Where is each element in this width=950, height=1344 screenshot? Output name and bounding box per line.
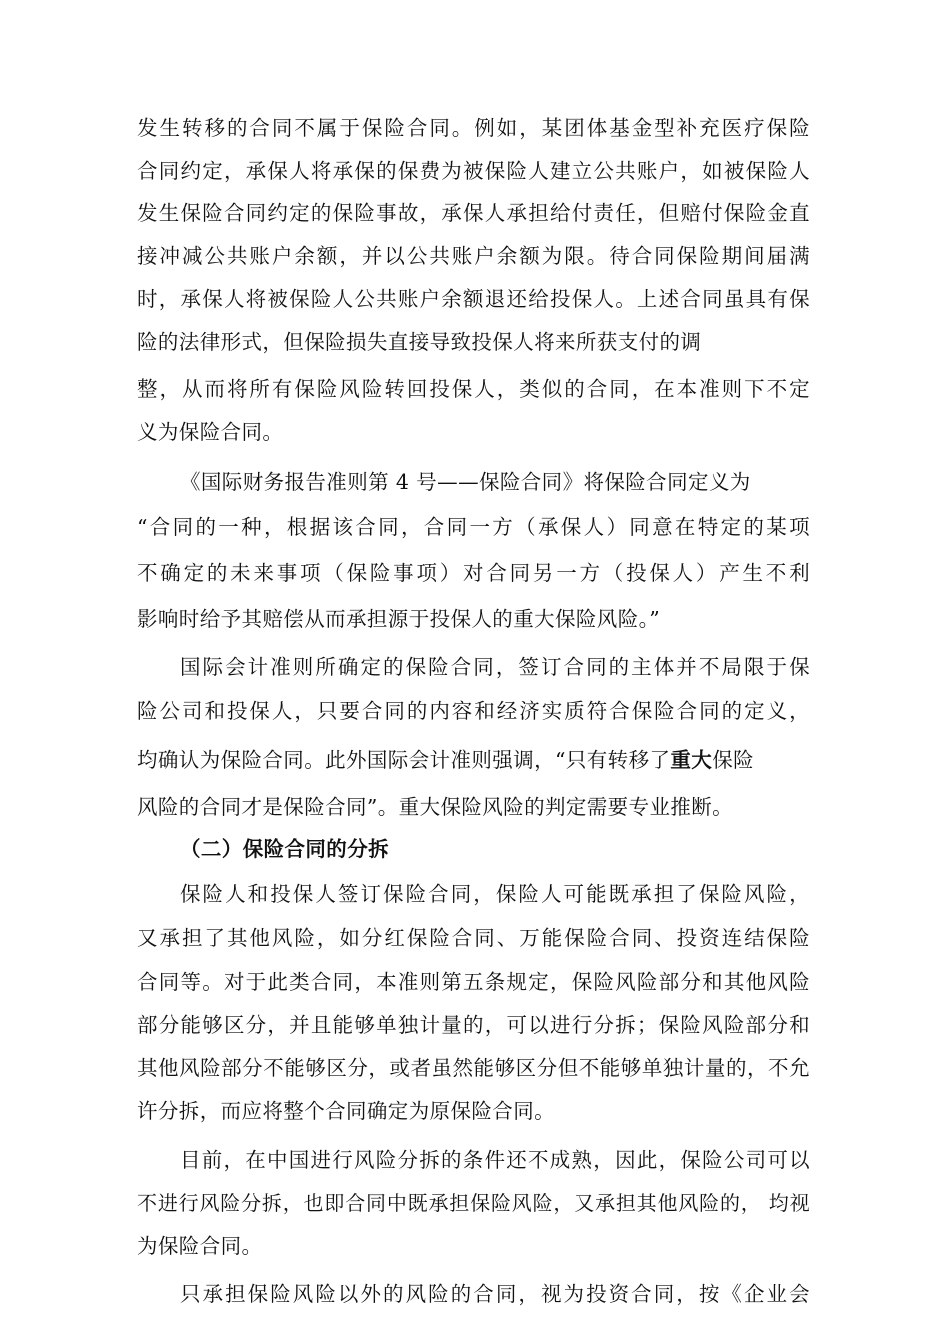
paragraph-3-line-3 bbox=[137, 745, 754, 775]
paragraph-1-line-3: 发生保险合同约定的保险事故，承保人承担给付责任，但赔付保险金直 bbox=[137, 201, 810, 225]
paragraph-3-line-1: 国际会计准则所确定的保险合同，签订合同的主体并不局限于保 bbox=[180, 655, 810, 679]
paragraph-1-line-7: 整，从而将所有保险风险转回投保人，类似的合同，在本准则下不定 bbox=[137, 377, 810, 401]
emphasis-major: 重大 bbox=[670, 748, 713, 772]
paragraph-2-line-4: 影响时给予其赔偿从而承担源于投保人的重大保险风险。” bbox=[137, 607, 661, 631]
paragraph-1-line-6: 险的法律形式，但保险损失直接导致投保人将来所获支付的调 bbox=[137, 330, 702, 354]
paragraph-1-line-5: 时，承保人将被保险人公共账户余额退还给投保人。上述合同虽具有保 bbox=[137, 287, 810, 311]
paragraph-5-line-3: 为保险合同。 bbox=[137, 1234, 263, 1258]
paragraph-2-line-1: 《国际财务报告准则第 4 号——保险合同》将保险合同定义为 bbox=[180, 470, 751, 494]
paragraph-4-line-3: 合同等。对于此类合同，本准则第五条规定，保险风险部分和其他风险 bbox=[137, 970, 810, 994]
paragraph-2-line-3: 不确定的未来事项（保险事项）对合同另一方（投保人）产生不利 bbox=[137, 561, 810, 585]
paragraph-1-line-4: 接冲减公共账户余额，并以公共账户余额为限。待合同保险期间届满 bbox=[137, 244, 810, 268]
paragraph-5-line-1: 目前，在中国进行风险分拆的条件还不成熟，因此，保险公司可以 bbox=[180, 1148, 810, 1172]
section-heading: （二）保险合同的分拆 bbox=[180, 837, 389, 861]
paragraph-1-line-2: 合同约定，承保人将承保的保费为被保险人建立公共账户，如被保险人 bbox=[137, 159, 810, 183]
paragraph-2-line-2: “合同的一种，根据该合同，合同一方（承保人）同意在特定的某项 bbox=[137, 515, 810, 539]
paragraph-1-line-8: 义为保险合同。 bbox=[137, 420, 284, 444]
paragraph-3-line-3-text: 均确认为保险合同。此外国际会计准则强调，“只有转移了 bbox=[137, 748, 671, 772]
paragraph-4-line-4: 部分能够区分，并且能够单独计量的，可以进行分拆；保险风险部分和 bbox=[137, 1013, 810, 1037]
paragraph-3-line-2: 险公司和投保人，只要合同的内容和经济实质符合保险合同的定义， bbox=[137, 699, 810, 723]
paragraph-4-line-6: 许分拆，而应将整个合同确定为原保险合同。 bbox=[137, 1099, 555, 1123]
paragraph-5-line-2: 不进行风险分拆，也即合同中既承担保险风险，又承担其他风险的， 均视 bbox=[137, 1191, 810, 1215]
paragraph-4-line-1: 保险人和投保人签订保险合同，保险人可能既承担了保险风险， bbox=[180, 882, 810, 906]
paragraph-3-line-4: 风险的合同才是保险合同”。重大保险风险的判定需要专业推断。 bbox=[137, 795, 734, 819]
paragraph-4-line-5: 其他风险部分不能够区分，或者虽然能够区分但不能够单独计量的，不允 bbox=[137, 1056, 810, 1080]
paragraph-4-line-2: 又承担了其他风险，如分红保险合同、万能保险合同、投资连结保险 bbox=[137, 926, 810, 950]
paragraph-1-line-1: 发生转移的合同不属于保险合同。例如，某团体基金型补充医疗保险 bbox=[137, 116, 810, 140]
paragraph-3-line-3-tail: 保险 bbox=[712, 748, 755, 772]
paragraph-6-line-1: 只承担保险风险以外的风险的合同，视为投资合同，按《企业会 bbox=[180, 1282, 810, 1306]
